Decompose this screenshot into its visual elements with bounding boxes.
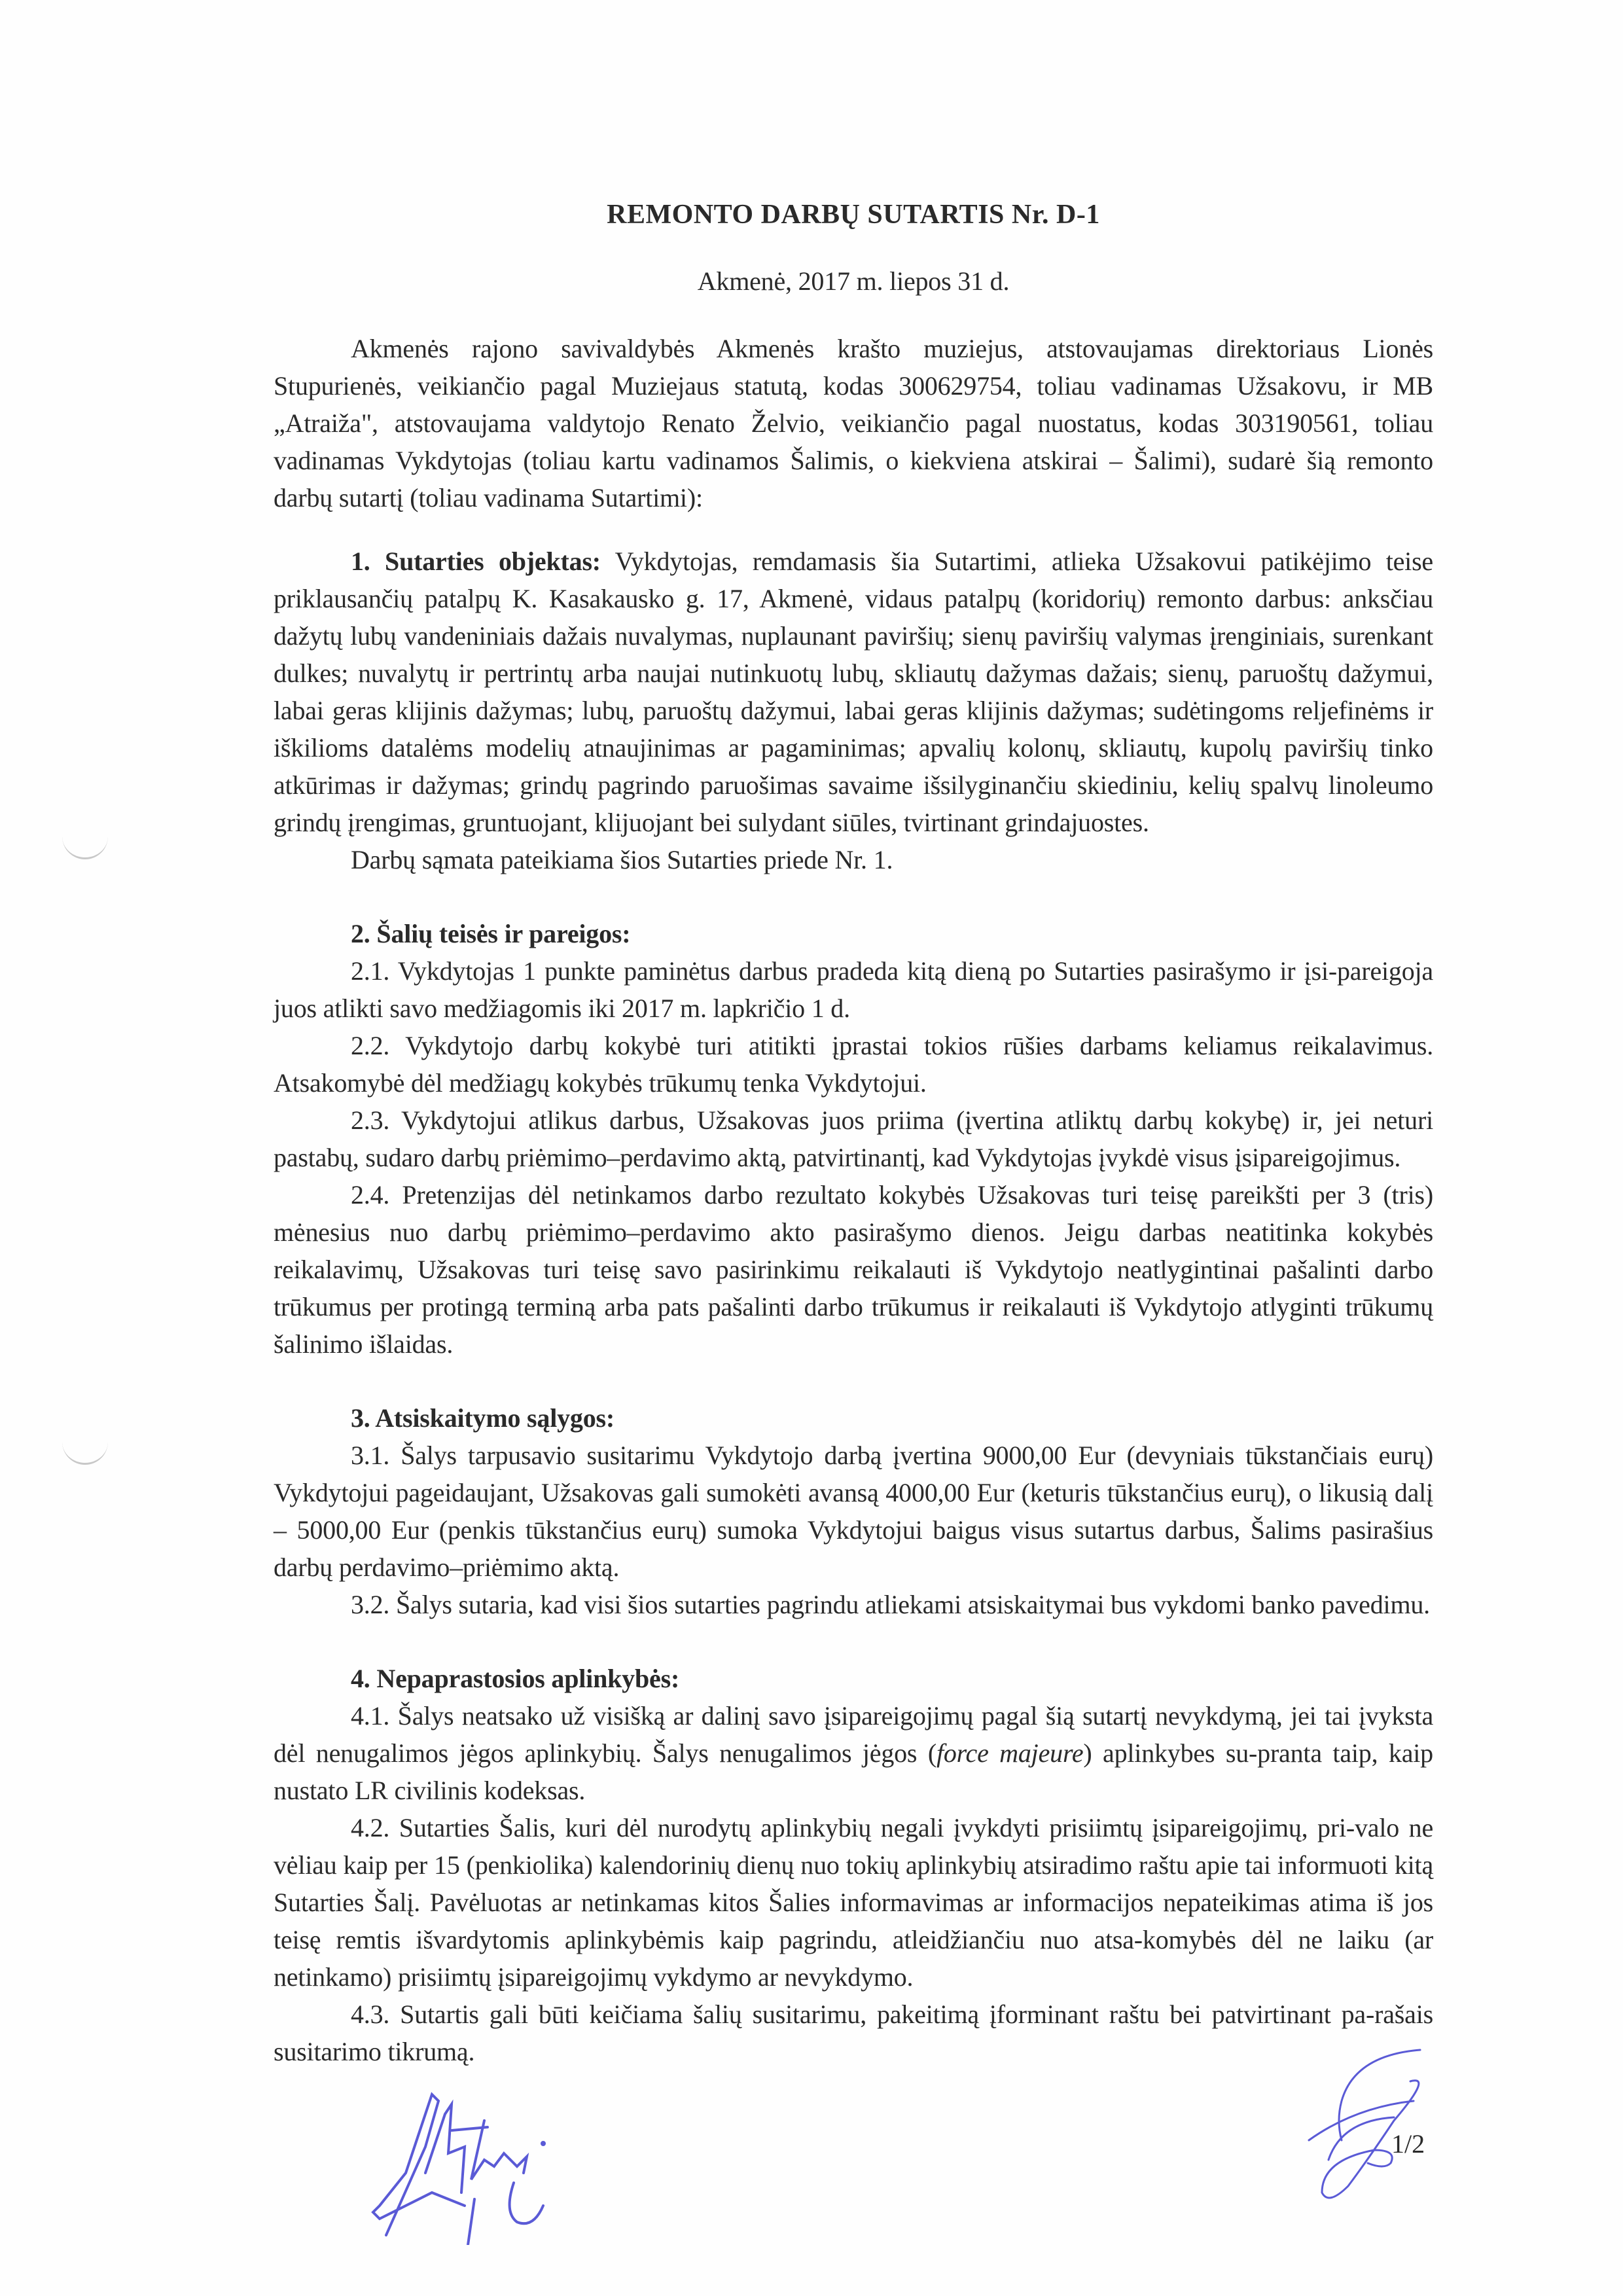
- page-number: 1/2: [1391, 2129, 1425, 2159]
- clause-2-2: 2.2. Vykdytojo darbų kokybė turi atitikti įprastai tokios rūšies darbams keliamus reikalavimus. Atsakomybė dėl medžiagų kokybės trūkumų tenka Vykdytojui.: [274, 1031, 1433, 1098]
- document-body: [274, 196, 1433, 2070]
- place-date: Akmenė, 2017 m. liepos 31 d.: [697, 266, 1010, 296]
- section-1-note: Darbų sąmata pateikiama šios Sutarties priede Nr. 1.: [351, 845, 893, 874]
- section-4-heading: 4. Nepaprastosios aplinkybės:: [351, 1664, 680, 1693]
- clause-4-3: 4.3. Sutartis gali būti keičiama šalių susitarimu, pakeitimą įforminant raštu bei patvirtinant pa-rašais susitarimo tikrumą.: [274, 2000, 1433, 2066]
- document-title: REMONTO DARBŲ SUTARTIS Nr. D-1: [607, 200, 1100, 230]
- section-2-heading: 2. Šalių teisės ir pareigos:: [351, 919, 631, 948]
- clause-2-3: 2.3. Vykdytojui atlikus darbus, Užsakovas juos priima (įvertina atliktų darbų kokybę) ir, jei neturi pastabų, sudaro darbų priėmimo–perdavimo aktą, patvirtinantį, kad Vykdytojas įvykdė visus įsipareigojimus.: [274, 1105, 1433, 1172]
- punch-hole-mark: [62, 1437, 108, 1465]
- section-1-paragraph: [274, 543, 1433, 841]
- clause-4-1-text: 4.1. Šalys neatsako už visišką ar dalinį savo įsipareigojimų pagal šią sutartį nevykdymą, jei tai įvyksta dėl nenugalimos jėgos aplinkybių. Šalys nenugalimos jėgos (: [274, 1701, 1433, 1768]
- clause-2-1: 2.1. Vykdytojas 1 punkte paminėtus darbus pradeda kitą dieną po Sutarties pasirašymo ir įsi-pareigoja juos atlikti savo medžiagomis iki 2017 m. lapkričio 1 d.: [274, 956, 1433, 1023]
- clause-4-2: 4.2. Sutarties Šalis, kuri dėl nurodytų aplinkybių negali įvykdyti prisiimtų įsipareigojimų, pri-valo ne vėliau kaip per 15 (penkiolika) kalendorinių dienų nuo tokių aplinkybių atsiradimo raštu apie tai informuoti kitą Sutarties Šalį. Pavėluotas ar netinkamas kitos Šalies informavimas ar informacijos nepateikimas atima iš jos teisę remtis išvardytomis aplinkybėmis kaip pagrindu, atleidžiančiu nuo atsa-komybės dėl ne laiku (ar netinkamo) prisiimtų įsipareigojimų vykdymo ar nevykdymo.: [274, 1813, 1433, 1992]
- punch-hole-mark: [62, 831, 108, 859]
- clause-4-1: [274, 1697, 1433, 1809]
- signature-contractor: [1276, 2029, 1433, 2212]
- section-1-text: Vykdytojas, remdamasis šia Sutartimi, atlieka Užsakovui patikėjimo teise priklausančių patalpų K. Kasakausko g. 17, Akmenė, vidaus patalpų (koridorių) remonto darbus: anksčiau dažytų lubų vandeniniais dažais nuvalymas, nuplaunant paviršių; sienų paviršių valymas įrenginiais, surenkant dulkes; nuvalytų ir pertrintų arba naujai nutinkuotų lubų, skliautų dažymas dažais; sienų, paruoštų dažymui, labai geras klijinis dažymas; lubų, paruoštų dažymui, labai geras klijinis dažymas; sudėtingoms reljefinėms ir iškilioms datalėms modelių atnaujinimas ar pagaminimas; apvalių kolonų, skliautų, kupolų paviršių tinko atkūrimas ir dažymas; grindų pagrindo paruošimas savaime išsilyginančiu skiediniu, kelių spalvų linoleumo grindų įrengimas, gruntuojant, klijuojant bei sulydant siūles, tvirtinant grindajuostes.: [274, 547, 1433, 837]
- clause-3-1: 3.1. Šalys tarpusavio susitarimu Vykdytojo darbą įvertina 9000,00 Eur (devyniais tūkstančiais eurų) Vykdytojui pageidaujant, Užsakovas gali sumokėti avansą 4000,00 Eur (keturis tūkstančius eurų), o likusią dalį – 5000,00 Eur (penkis tūkstančius eurų) sumoka Vykdytojui baigus visus sutartus darbus, Šalims pasirašius darbų perdavimo–priėmimo aktą.: [274, 1441, 1433, 1582]
- clause-3-2: 3.2. Šalys sutaria, kad visi šios sutarties pagrindu atliekami atsiskaitymai bus vykdomi banko pavedimu.: [351, 1590, 1430, 1619]
- clause-4-1-text-end: ) aplinkybes su-pranta taip, kaip nustato LR civilinis kodeksas.: [274, 1738, 1433, 1805]
- signature-client: [353, 2075, 550, 2245]
- section-1-heading: 1. Sutarties objektas:: [351, 547, 601, 576]
- force-majeure-term: force majeure: [936, 1738, 1084, 1768]
- clause-2-4: 2.4. Pretenzijas dėl netinkamos darbo rezultato kokybės Užsakovas turi teisę pareikšti per 3 (tris) mėnesius nuo darbų priėmimo–perdavimo akto pasirašymo dienos. Jeigu darbas neatitinka kokybės reikalavimų, Užsakovas turi teisę savo pasirinkimu reikalauti iš Vykdytojo neatlygintinai pašalinti darbo trūkumus per protingą terminą arba pats pašalinti darbo trūkumus ir reikalauti iš Vykdytojo atlyginti trūkumų šalinimo išlaidas.: [274, 1180, 1433, 1359]
- preamble: Akmenės rajono savivaldybės Akmenės krašto muziejus, atstovaujamas direktoriaus Lionės Stupurienės, veikiančio pagal Muziejaus statutą, kodas 300629754, toliau vadinamas Užsakovu, ir MB „Atraiža", atstovaujama valdytojo Renato Želvio, veikiančio pagal nuostatus, kodas 303190561, toliau vadinamas Vykdytojas (toliau kartu vadinamos Šalimis, o kiekviena atskirai – Šalimi), sudarė šią remonto darbų sutartį (toliau vadinama Sutartimi):: [274, 334, 1433, 512]
- section-3-heading: 3. Atsiskaitymo sąlygos:: [351, 1403, 615, 1433]
